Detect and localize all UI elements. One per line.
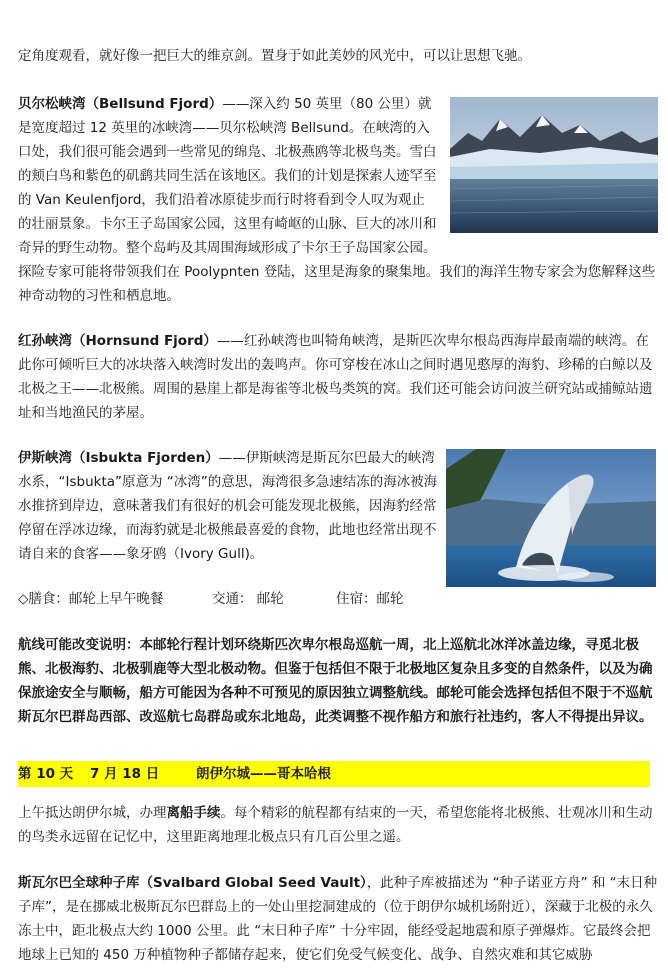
hornsund-paragraph xyxy=(18,329,658,425)
bellsund-section xyxy=(18,92,658,308)
isbukta-paragraph xyxy=(18,446,658,566)
day-header-band xyxy=(18,761,650,787)
bellsund-body: ——深入约 50 英里（80 公里）就是宽度超过 12 英里的冰峡湾——贝尔松峡湾 Bellsund。在峡湾的入口处，我们很可能会遇到一些常见的绵凫、北极燕鸥等北极鸟类。雪白的颊白鸟和紫色的矶鹞共同生活在该地区。我们的计划是探索人迹罕至的 Van Keulenfjord，我们沿着冰原徒步而行时将看到令人叹为观止的壮丽景象。卡尔王子岛国家公园，这里有崎岖的山脉、巨大的冰川和奇异的野生动物。整个岛屿及其周围海域形成了卡尔王子岛国家公园。探险专家可能将带领我们在 Poolypnten 登陆，这里是海象的聚集地。我们的海洋生物专家会为您解释这些神奇动物的习性和栖息地。 xyxy=(18,96,656,304)
day-route: 朗伊尔城——哥本哈根 xyxy=(196,766,331,782)
transport-info: 交通： 邮轮 xyxy=(212,591,284,607)
day-desc-bold: 离船手续 xyxy=(166,805,221,821)
seed-vault-title: 斯瓦尔巴全球种子库（Svalbard Global Seed Vault） xyxy=(18,875,367,891)
meal-info-row xyxy=(18,587,658,611)
day-desc-post: 。每个精彩的航程都有结束的一天，希望您能将北极熊、壮观冰川和生动的鸟类永远留在记忆中，这里距离地理北极点只有几百公里之遥。 xyxy=(18,805,653,845)
hornsund-section xyxy=(18,329,658,425)
isbukta-body: ——伊斯峡湾是斯瓦尔巴最大的峡湾水系，“Isbukta”原意为 “冰湾”的意思，海湾很多急速结冻的海冰被海水推挤到岸边，意味著我们有很好的机会可能发现北极熊，因海豹经常停留在浮冰边缘，而海豹就是北极熊最喜爱的食物，此地也经常出现不请自来的食客——象牙鸥（Ivory Gull)。 xyxy=(18,450,438,562)
bellsund-paragraph xyxy=(18,92,658,308)
day-desc-pre: 上午抵达朗伊尔城，办理 xyxy=(18,805,167,821)
day-date: 7 月 18 日 xyxy=(90,766,160,782)
bellsund-title: 贝尔松峡湾（Bellsund Fjord） xyxy=(18,96,223,112)
isbukta-section xyxy=(18,446,658,596)
seed-vault-paragraph xyxy=(18,871,658,967)
route-change-notice: 航线可能改变说明：本邮轮行程计划环绕斯匹次卑尔根岛巡航一周，北上巡航北冰洋冰盖边缘，寻觅北极熊、北极海豹、北极驯鹿等大型北极动物。但鉴于包括但不限于北极地区复杂且多变的自然条件，以及为确保旅途安全与顺畅，船方可能因为各种不可预见的原因独立调整航线。邮轮可能会选择包括但不限于不巡航斯瓦尔巴群岛西部、改巡航七岛群岛或东北地岛，此类调整不视作船方和旅行社违约，客人不得提出异议。 xyxy=(18,637,653,725)
day-number: 第 10 天 xyxy=(18,766,74,782)
seed-vault-body: ，此种子库被描述为 “种子诺亚方舟” 和 “末日种子库”，是在挪威北极斯瓦尔巴群岛上的一处山里挖洞建成的（位于朗伊尔城机场附近），深藏于北极的永久冻土中，距北极点大约 1000 公里。此 “末日种子库” 十分牢固，能经受起地震和原子弹爆炸。它最终会把地球上已知的 450 万种植物种子都储存起来，使它们免受气候变化、战争、自然灾难和其它威胁 xyxy=(18,875,658,963)
intro-paragraph: 定角度观看，就好像一把巨大的维京剑。置身于如此美妙的风光中，可以让思想飞驰。 xyxy=(18,48,531,64)
lodging-info: 住宿：邮轮 xyxy=(336,591,404,607)
hornsund-title: 红孙峡湾（Hornsund Fjord） xyxy=(18,333,217,349)
isbukta-title: 伊斯峡湾（Isbukta Fjorden） xyxy=(18,450,219,466)
hornsund-body: ——红孙峡湾也叫犄角峡湾，是斯匹次卑尔根岛西海岸最南端的峡湾。在此你可倾听巨大的冰块落入峡湾时发出的轰鸣声。你可穿梭在冰山之间时遇见憨厚的海豹、珍稀的白鲸以及北极之王——北极熊。周围的悬崖上都是海雀等北极鸟类筑的窝。我们还可能会访问波兰研究站或捕鲸站遗址和当地渔民的茅屋。 xyxy=(18,333,653,421)
meal-info: ◇膳食：邮轮上早午晚餐 xyxy=(18,591,164,607)
day-description xyxy=(18,801,658,849)
